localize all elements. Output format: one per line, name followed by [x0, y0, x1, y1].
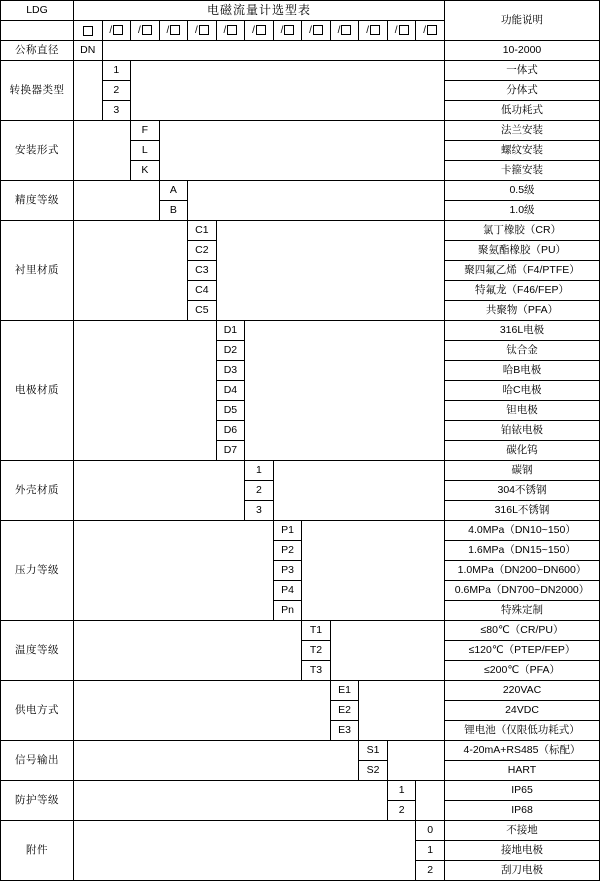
description-header: 功能说明 [445, 1, 600, 41]
code-cell: D2 [216, 341, 245, 361]
description-cell: 1.0级 [445, 201, 600, 221]
empty-square-icon [399, 25, 409, 35]
description-cell: IP68 [445, 801, 600, 821]
description-cell: 法兰安装 [445, 121, 600, 141]
table-row [1, 741, 600, 761]
right-filler [131, 61, 445, 121]
left-filler [74, 821, 416, 881]
table-row [1, 61, 600, 81]
code-cell: 2 [245, 481, 274, 501]
description-cell: 304不锈钢 [445, 481, 600, 501]
row-label-2: 安装形式 [1, 121, 74, 181]
code-cell: K [131, 161, 160, 181]
left-filler [74, 181, 160, 221]
left-filler [74, 741, 359, 781]
row-label-6: 外壳材质 [1, 461, 74, 521]
code-cell: P2 [273, 541, 302, 561]
description-cell: IP65 [445, 781, 600, 801]
empty-square-icon [341, 25, 351, 35]
slash-separator: / [366, 25, 369, 37]
description-cell: 1.6MPa（DN15~150） [445, 541, 600, 561]
description-cell: 220VAC [445, 681, 600, 701]
model-box-cell [159, 21, 188, 41]
table-row [1, 41, 600, 61]
empty-square-icon [199, 25, 209, 35]
row-label-12: 附件 [1, 821, 74, 881]
description-cell: 氯丁橡胶（CR） [445, 221, 600, 241]
left-filler [74, 121, 131, 181]
empty-square-icon [284, 25, 294, 35]
description-cell: 钽电极 [445, 401, 600, 421]
right-filler [302, 521, 445, 621]
empty-square-icon [370, 25, 380, 35]
description-cell: 聚四氟乙烯（F4/PTFE） [445, 261, 600, 281]
code-cell: D4 [216, 381, 245, 401]
code-cell: L [131, 141, 160, 161]
description-cell: 低功耗式 [445, 101, 600, 121]
slash-separator: / [252, 25, 255, 37]
model-boxes-label-spacer [1, 21, 74, 41]
left-filler [74, 781, 388, 821]
table-row [1, 321, 600, 341]
description-cell: 碳化钨 [445, 441, 600, 461]
description-cell: 0.6MPa（DN700~DN2000） [445, 581, 600, 601]
description-cell: 哈B电极 [445, 361, 600, 381]
code-cell: C4 [188, 281, 217, 301]
empty-square-icon [142, 25, 152, 35]
code-cell: E2 [330, 701, 359, 721]
model-box-cell [330, 21, 359, 41]
model-box-cell [273, 21, 302, 41]
table-title-cell [74, 1, 445, 21]
code-cell: 3 [245, 501, 274, 521]
description-cell: 锂电池（仅限低功耗式） [445, 721, 600, 741]
code-cell: T2 [302, 641, 331, 661]
table-row [1, 681, 600, 701]
code-cell: 2 [102, 81, 131, 101]
description-cell: 铂铱电极 [445, 421, 600, 441]
slash-separator: / [137, 25, 141, 37]
description-cell: ≤120℃（PTEP/FEP） [445, 641, 600, 661]
left-filler [74, 321, 217, 461]
description-cell: 聚氨酯橡胶（PU） [445, 241, 600, 261]
model-box-cell [302, 21, 331, 41]
code-cell: D7 [216, 441, 245, 461]
description-cell: 特殊定制 [445, 601, 600, 621]
code-cell: C5 [188, 301, 217, 321]
empty-square-icon [227, 25, 237, 35]
right-filler [387, 741, 444, 781]
left-filler [74, 521, 274, 621]
code-cell: P4 [273, 581, 302, 601]
description-cell: 4.0MPa（DN10~150） [445, 521, 600, 541]
right-filler [102, 41, 444, 61]
row-label-8: 温度等级 [1, 621, 74, 681]
row-label-7: 压力等级 [1, 521, 74, 621]
code-cell: 1 [102, 61, 131, 81]
description-cell: 接地电极 [445, 841, 600, 861]
code-cell: 0 [416, 821, 445, 841]
description-cell: ≤200℃（PFA） [445, 661, 600, 681]
description-cell: 共聚物（PFA） [445, 301, 600, 321]
model-box-cell [131, 21, 160, 41]
row-label-3: 精度等级 [1, 181, 74, 221]
row-label-9: 供电方式 [1, 681, 74, 741]
code-cell: P1 [273, 521, 302, 541]
code-cell: T1 [302, 621, 331, 641]
description-cell: 0.5级 [445, 181, 600, 201]
description-cell: 碳钢 [445, 461, 600, 481]
slash-separator: / [337, 25, 341, 37]
table-row [1, 781, 600, 801]
right-filler [188, 181, 445, 221]
right-filler [159, 121, 444, 181]
model-box-cell [359, 21, 388, 41]
code-cell: D1 [216, 321, 245, 341]
code-cell: 2 [416, 861, 445, 881]
description-cell: HART [445, 761, 600, 781]
code-cell: 3 [102, 101, 131, 121]
row-label-0: 公称直径 [1, 41, 74, 61]
description-cell: 一体式 [445, 61, 600, 81]
slash-separator: / [109, 25, 113, 37]
code-cell: 1 [245, 461, 274, 481]
code-cell: D5 [216, 401, 245, 421]
description-cell: 1.0MPa（DN200~DN600） [445, 561, 600, 581]
model-box-cell [74, 21, 103, 41]
description-cell: 316L不锈钢 [445, 501, 600, 521]
right-filler [273, 461, 444, 521]
description-cell: 分体式 [445, 81, 600, 101]
empty-square-icon [313, 25, 323, 35]
code-cell: S2 [359, 761, 388, 781]
code-cell: C1 [188, 221, 217, 241]
empty-square-icon [113, 25, 123, 35]
empty-square-icon [83, 26, 93, 36]
slash-separator: / [423, 25, 427, 37]
model-prefix-cell: LDG [1, 1, 74, 21]
row-label-10: 信号输出 [1, 741, 74, 781]
slash-separator: / [394, 25, 398, 37]
code-cell: C3 [188, 261, 217, 281]
left-filler [74, 681, 331, 741]
description-cell: 哈C电极 [445, 381, 600, 401]
row-label-11: 防护等级 [1, 781, 74, 821]
slash-separator: / [280, 25, 284, 37]
table-row [1, 461, 600, 481]
code-cell: 2 [387, 801, 416, 821]
code-cell: 1 [387, 781, 416, 801]
right-filler [216, 221, 444, 321]
description-cell: 24VDC [445, 701, 600, 721]
right-filler [330, 621, 444, 681]
empty-square-icon [170, 25, 180, 35]
right-filler [245, 321, 445, 461]
left-filler [74, 61, 103, 121]
table-row [1, 621, 600, 641]
row-label-1: 转换器类型 [1, 61, 74, 121]
table-row [1, 121, 600, 141]
description-cell: 4-20mA+RS485（标配） [445, 741, 600, 761]
table-row [1, 521, 600, 541]
empty-square-icon [256, 25, 266, 35]
description-cell: ≤80℃（CR/PU） [445, 621, 600, 641]
code-cell: B [159, 201, 188, 221]
right-filler [416, 781, 445, 821]
description-cell: 螺纹安装 [445, 141, 600, 161]
table-row [1, 821, 600, 841]
left-filler [74, 461, 245, 521]
code-cell: T3 [302, 661, 331, 681]
left-filler [74, 621, 302, 681]
description-cell: 316L电极 [445, 321, 600, 341]
page-title: 电磁流量计选型表 [206, 2, 311, 17]
slash-separator: / [309, 25, 312, 37]
table-row [1, 181, 600, 201]
code-cell: D3 [216, 361, 245, 381]
model-box-cell [387, 21, 416, 41]
code-cell: E1 [330, 681, 359, 701]
code-cell: S1 [359, 741, 388, 761]
description-cell: 10-2000 [445, 41, 600, 61]
model-box-cell [216, 21, 245, 41]
slash-separator: / [195, 25, 198, 37]
code-cell: DN [74, 41, 103, 61]
empty-square-icon [427, 25, 437, 35]
slash-separator: / [166, 25, 170, 37]
model-box-cell [188, 21, 217, 41]
description-cell: 不接地 [445, 821, 600, 841]
code-cell: C2 [188, 241, 217, 261]
right-filler [359, 681, 445, 741]
description-cell: 钛合金 [445, 341, 600, 361]
code-cell: 1 [416, 841, 445, 861]
row-label-5: 电极材质 [1, 321, 74, 461]
description-cell: 特氟龙（F46/FEP） [445, 281, 600, 301]
code-cell: E3 [330, 721, 359, 741]
model-box-cell [102, 21, 131, 41]
slash-separator: / [223, 25, 227, 37]
table-header-row [1, 1, 600, 21]
code-cell: D6 [216, 421, 245, 441]
row-label-4: 衬里材质 [1, 221, 74, 321]
table-row [1, 221, 600, 241]
left-filler [74, 221, 188, 321]
code-cell: F [131, 121, 160, 141]
code-cell: P3 [273, 561, 302, 581]
description-cell: 刮刀电极 [445, 861, 600, 881]
code-cell: Pn [273, 601, 302, 621]
code-cell: A [159, 181, 188, 201]
model-box-cell [416, 21, 445, 41]
model-box-cell [245, 21, 274, 41]
description-cell: 卡箍安装 [445, 161, 600, 181]
